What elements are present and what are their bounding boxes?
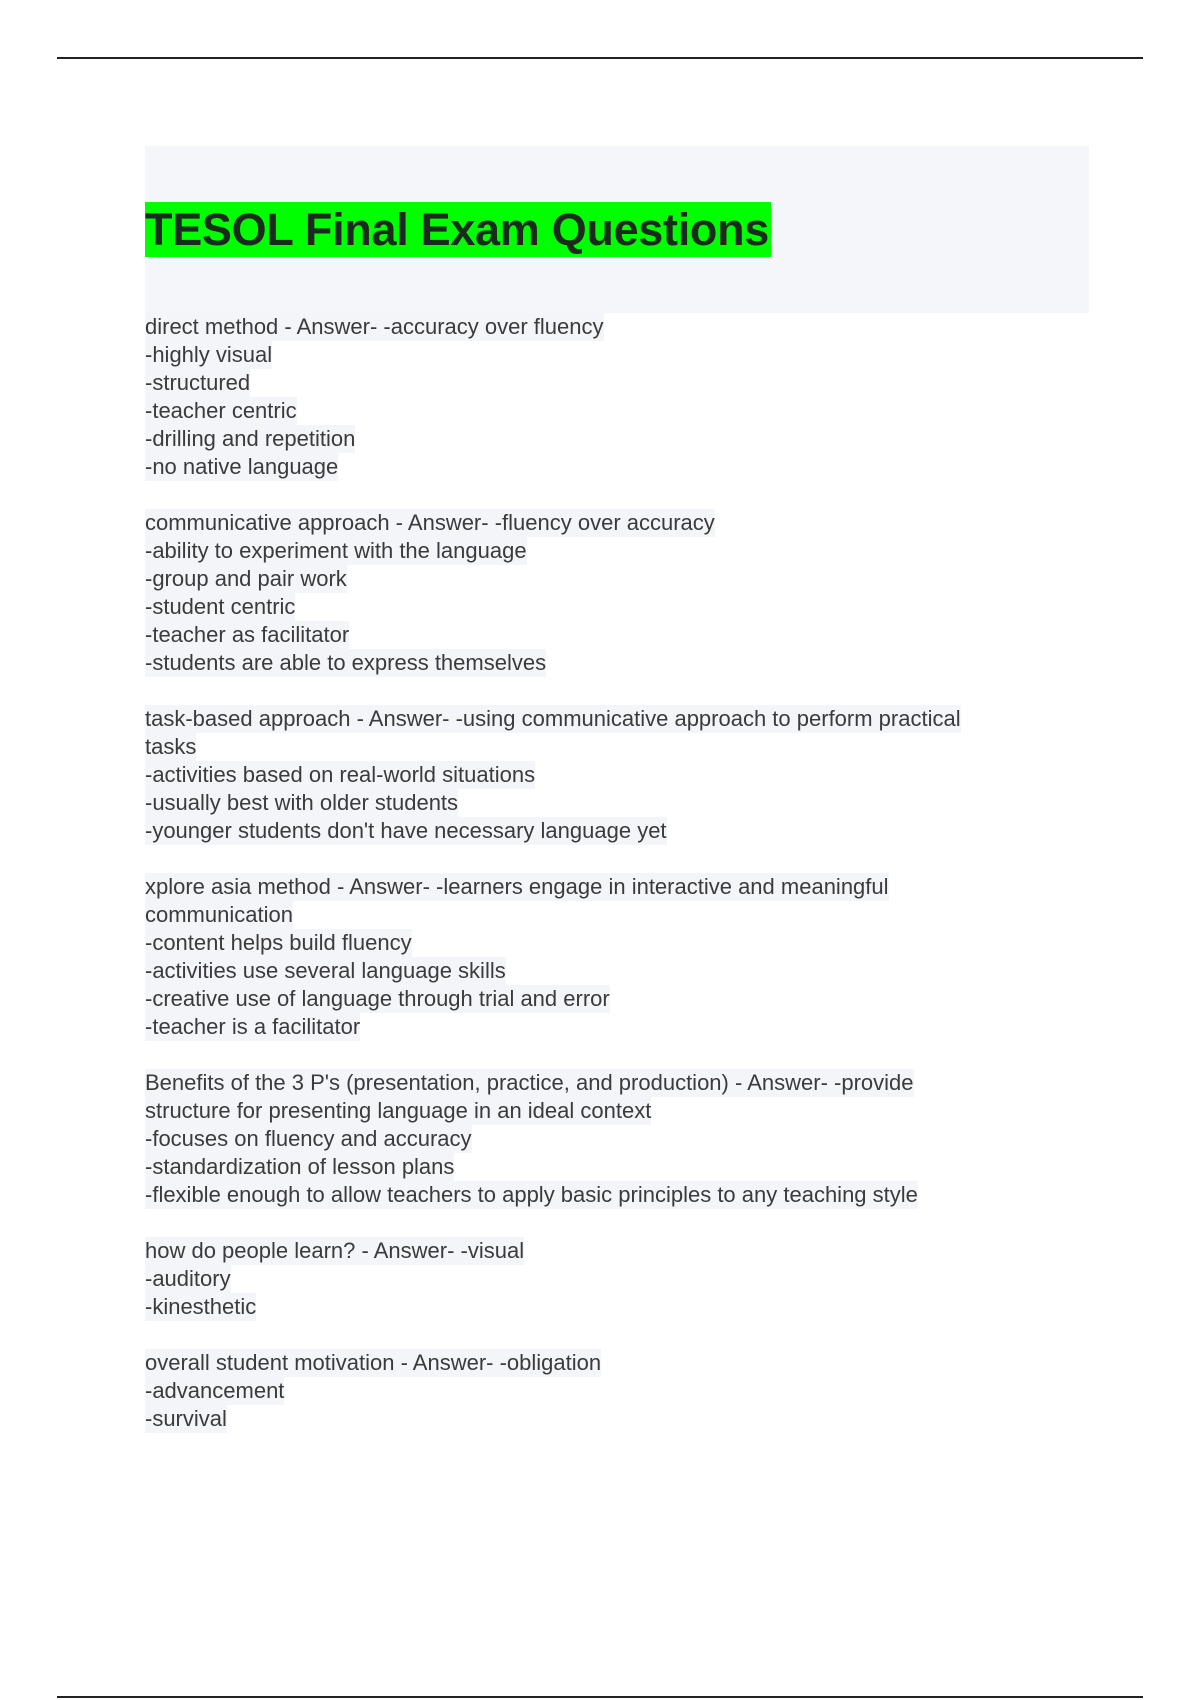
qa-line: [145, 537, 1065, 565]
qa-text: -usually best with older students: [145, 790, 459, 815]
qa-text: task-based approach - Answer- -using communicative approach to perform practical: [145, 706, 961, 731]
qa-entry: [145, 873, 1065, 1041]
qa-line: [145, 453, 1065, 481]
qa-entry: [145, 1237, 1065, 1321]
qa-text: -students are able to express themselves: [145, 650, 547, 675]
qa-line: [145, 1265, 1065, 1293]
qa-text: overall student motivation - Answer- -obligation: [145, 1350, 602, 1375]
qa-text: -activities use several language skills: [145, 958, 506, 983]
qa-line: [145, 1293, 1065, 1321]
qa-line: [145, 593, 1065, 621]
qa-line: [145, 1069, 1065, 1097]
qa-line: [145, 649, 1065, 677]
qa-entry: [145, 1069, 1065, 1209]
qa-line: [145, 789, 1065, 817]
qa-text: communicative approach - Answer- -fluency over accuracy: [145, 510, 715, 535]
document-title: TESOL Final Exam Questions: [145, 204, 770, 255]
qa-text: -survival: [145, 1406, 227, 1431]
qa-text: -teacher as facilitator: [145, 622, 350, 647]
qa-line: [145, 565, 1065, 593]
qa-text: -teacher is a facilitator: [145, 1014, 361, 1039]
qa-line: [145, 761, 1065, 789]
bottom-rule: [57, 1696, 1143, 1698]
qa-line: [145, 817, 1065, 845]
qa-line: [145, 901, 1065, 929]
qa-line: [145, 621, 1065, 649]
qa-entry: [145, 1349, 1065, 1433]
qa-line: [145, 957, 1065, 985]
qa-text: -group and pair work: [145, 566, 347, 591]
qa-text: -highly visual: [145, 342, 273, 367]
qa-entry: [145, 313, 1065, 481]
qa-line: [145, 705, 1065, 733]
qa-text: -activities based on real-world situations: [145, 762, 536, 787]
qa-text: tasks: [145, 734, 197, 759]
qa-line: [145, 1405, 1065, 1433]
qa-text: -ability to experiment with the language: [145, 538, 527, 563]
qa-line: [145, 1377, 1065, 1405]
qa-text: -content helps build fluency: [145, 930, 412, 955]
qa-text: -kinesthetic: [145, 1294, 257, 1319]
top-rule: [57, 57, 1143, 59]
qa-text: -auditory: [145, 1266, 231, 1291]
qa-line: [145, 733, 1065, 761]
qa-text: direct method - Answer- -accuracy over fluency: [145, 314, 604, 339]
qa-line: [145, 341, 1065, 369]
qa-line: [145, 425, 1065, 453]
qa-line: [145, 509, 1065, 537]
qa-text: communication: [145, 902, 293, 927]
qa-text: -no native language: [145, 454, 339, 479]
qa-text: -teacher centric: [145, 398, 297, 423]
qa-entry: [145, 705, 1065, 845]
qa-line: [145, 397, 1065, 425]
qa-line: [145, 1013, 1065, 1041]
qa-text: -advancement: [145, 1378, 285, 1403]
qa-line: [145, 1237, 1065, 1265]
qa-line: [145, 1181, 1065, 1209]
qa-line: [145, 929, 1065, 957]
qa-line: [145, 873, 1065, 901]
qa-text: -standardization of lesson plans: [145, 1154, 455, 1179]
qa-line: [145, 1153, 1065, 1181]
qa-text: -structured: [145, 370, 251, 395]
qa-line: [145, 1125, 1065, 1153]
qa-text: -creative use of language through trial and error: [145, 986, 610, 1011]
qa-line: [145, 985, 1065, 1013]
qa-line: [145, 313, 1065, 341]
qa-line: [145, 1097, 1065, 1125]
qa-text: Benefits of the 3 P's (presentation, practice, and production) - Answer- -provide: [145, 1070, 914, 1095]
qa-text: -drilling and repetition: [145, 426, 356, 451]
qa-text: -student centric: [145, 594, 296, 619]
qa-text: structure for presenting language in an ideal context: [145, 1098, 652, 1123]
qa-text: how do people learn? - Answer- -visual: [145, 1238, 525, 1263]
qa-text: -flexible enough to allow teachers to apply basic principles to any teaching style: [145, 1182, 918, 1207]
qa-entry: [145, 509, 1065, 677]
qa-line: [145, 369, 1065, 397]
qa-text: -younger students don't have necessary language yet: [145, 818, 667, 843]
qa-text: xplore asia method - Answer- -learners engage in interactive and meaningful: [145, 874, 889, 899]
qa-line: [145, 1349, 1065, 1377]
qa-list: [145, 313, 1065, 1461]
qa-text: -focuses on fluency and accuracy: [145, 1126, 472, 1151]
